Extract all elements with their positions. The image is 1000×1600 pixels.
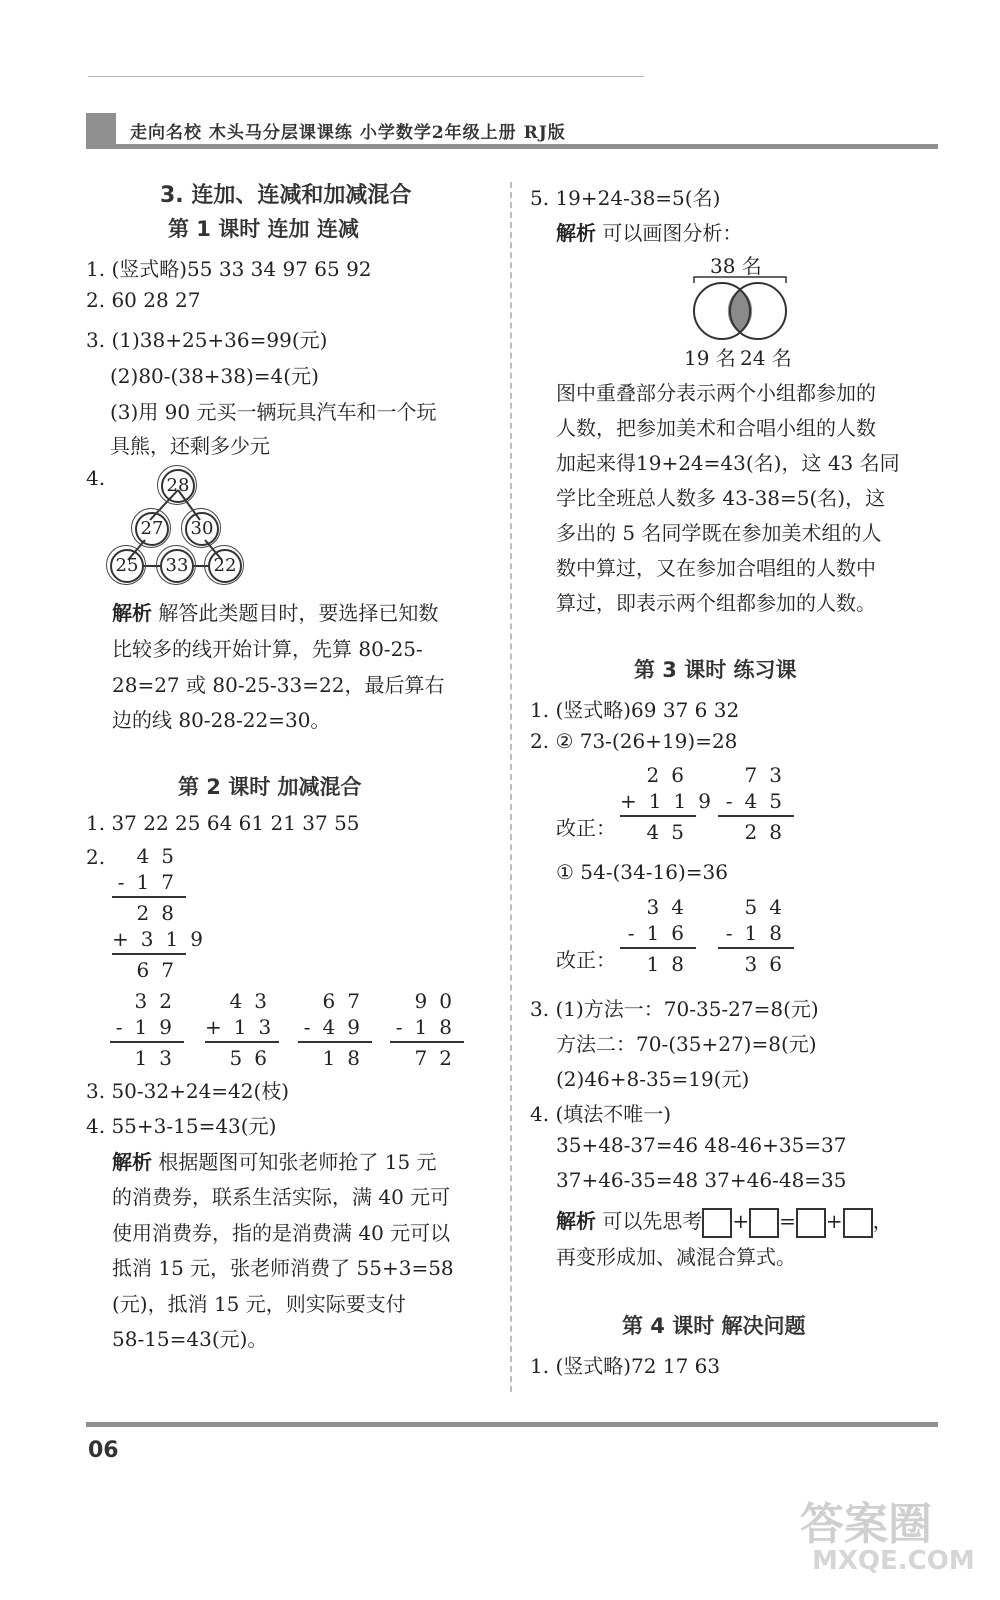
calc-row: 90 <box>414 989 464 1013</box>
venn-diagram <box>680 275 800 345</box>
tree-node-bottom-right: 22 <box>208 549 242 583</box>
calc-row: 13 <box>134 1046 184 1070</box>
r-p3: 加起来得19+24=43(名)，这 43 名同 <box>556 451 900 475</box>
header-rule <box>86 144 938 149</box>
calc-bar <box>620 815 696 817</box>
calc-row: -18 <box>395 1015 464 1039</box>
vertical-calc-c <box>298 988 372 1071</box>
l2-jiexi-line3: 使用消费券，指的是消费满 40 元可以 <box>112 1221 451 1245</box>
calc-bar <box>390 1041 464 1043</box>
lesson2-title: 第 2 课时 加减混合 <box>178 775 362 799</box>
l3-jiexi-line1: 解析 可以先思考 + = + ， <box>556 1205 893 1238</box>
calc-row: 26 <box>646 763 696 787</box>
l2-jiexi-line4: 抵消 15 元，张老师消费了 55+3=58 <box>112 1256 454 1280</box>
calc-row: 34 <box>646 895 696 919</box>
calc-row: 54 <box>744 895 794 919</box>
calc-row: 45 <box>646 820 696 844</box>
calc-row: 67 <box>136 958 186 982</box>
l1-jiexi-line1 <box>112 597 438 626</box>
l3-q3b: 方法二：70-(35+27)=8(元) <box>556 1032 817 1056</box>
header-title: 走向名校 木头马分层课课练 小学数学2年级上册 RJ版 <box>130 123 566 143</box>
footer-rule <box>86 1422 938 1427</box>
lesson1-title: 第 1 课时 连加 连减 <box>168 217 359 241</box>
venn-top-label: 38 名 <box>710 254 762 278</box>
l3-q3c: (2)46+8-35=19(元) <box>556 1067 750 1091</box>
calc-row: 28 <box>136 901 186 925</box>
tree-node-top: 28 <box>161 469 195 503</box>
calc-row: 73 <box>744 763 794 787</box>
calc-row: 18 <box>646 952 696 976</box>
jiexi-label: 解析 <box>112 1150 152 1174</box>
l1-jiexi-line4: 边的线 80-28-22=30。 <box>112 708 331 732</box>
calc-row: +13 <box>205 1015 284 1039</box>
calc-row: -17 <box>117 870 186 894</box>
calc-bar <box>205 1041 279 1043</box>
vertical-calc-h <box>718 894 794 977</box>
calc-row: 67 <box>322 989 372 1013</box>
r-p4: 学比全班总人数多 43-38=5(名)，这 <box>556 486 886 510</box>
calc-row: -45 <box>725 789 794 813</box>
l1-jiexi-text1: 解答此类题目时，要选择已知数 <box>158 601 439 625</box>
calc-row: 45 <box>136 844 186 868</box>
r-p6: 数中算过，又在参加合唱组的人数中 <box>556 556 876 580</box>
jiexi-label: 解析 <box>556 1209 596 1233</box>
calc-row: -18 <box>725 921 794 945</box>
calc-bar <box>718 815 794 817</box>
l2-jiexi-line6: 58-15=43(元)。 <box>112 1327 268 1351</box>
jiexi-label: 解析 <box>556 221 596 245</box>
l4-q1: 1. (竖式略)72 17 63 <box>530 1354 721 1378</box>
l1-q1: 1. (竖式略)55 33 34 97 65 92 <box>86 257 372 281</box>
gaizheng-label-1: 改正： <box>556 816 616 840</box>
tree-node-mid-left: 27 <box>135 512 169 546</box>
l2-q2: 2. <box>86 845 106 869</box>
lesson4-title: 第 4 课时 解决问题 <box>622 1314 806 1338</box>
venn-right-label: 24 名 <box>740 346 792 370</box>
calc-row: 36 <box>744 952 794 976</box>
l3-jiexi-line2: 再变形成加、减混合算式。 <box>556 1245 796 1269</box>
r-p2: 人数，把参加美术和合唱小组的人数 <box>556 416 876 440</box>
l1-q3a: 3. (1)38+25+36=99(元) <box>86 328 328 352</box>
l1-q4: 4. <box>86 466 106 490</box>
calc-row: -49 <box>303 1015 372 1039</box>
top-thin-rule <box>88 76 644 77</box>
tree-node-bottom-left: 25 <box>110 549 144 583</box>
l2-jiexi-line1 <box>112 1146 437 1175</box>
calc-row: 32 <box>134 989 184 1013</box>
l1-q3b: (2)80-(38+38)=4(元) <box>110 364 319 388</box>
header-gray-block <box>86 113 116 145</box>
l1-q3d: 具熊，还剩多少元 <box>110 434 270 458</box>
l3-q1: 1. (竖式略)69 37 6 32 <box>530 698 740 722</box>
calc-row: 18 <box>322 1046 372 1070</box>
calc-row: +119 <box>620 789 723 813</box>
vertical-calc-g <box>620 894 696 977</box>
vertical-calc-main <box>112 843 215 983</box>
calc-bar <box>718 947 794 949</box>
calc-bar <box>112 953 186 955</box>
l1-q3c: (3)用 90 元买一辆玩具汽车和一个玩 <box>110 400 437 424</box>
q5-jiexi-intro: 可以画图分析： <box>602 221 743 245</box>
watermark-logo: 答案圈 <box>800 1499 932 1550</box>
l2-jiexi-line2: 的消费券，联系生活实际，满 40 元可 <box>112 1185 451 1209</box>
l2-q1: 1. 37 22 25 64 61 21 37 55 <box>86 811 360 835</box>
vertical-calc-f <box>718 762 794 845</box>
blank-box <box>702 1208 732 1238</box>
l3-jiexi-text1: 可以先思考 <box>602 1209 703 1233</box>
r-p7: 算过，即表示两个组都参加的人数。 <box>556 591 876 615</box>
calc-row: 28 <box>744 820 794 844</box>
r-p5: 多出的 5 名同学既在参加美术组的人 <box>556 521 882 545</box>
blank-box <box>843 1208 873 1238</box>
calc-row: 43 <box>229 989 279 1013</box>
tree-node-mid-right: 30 <box>185 512 219 546</box>
vertical-calc-d <box>390 988 464 1071</box>
blank-box <box>796 1208 826 1238</box>
vertical-calc-b <box>205 988 284 1071</box>
calc-bar <box>112 896 186 898</box>
calc-row: 72 <box>414 1046 464 1070</box>
l3-q4a: 35+48-37=46 48-46+35=37 <box>556 1133 847 1157</box>
l2-q3: 3. 50-32+24=42(枝) <box>86 1079 290 1103</box>
calc-row: 56 <box>229 1046 279 1070</box>
watermark-url: MXQE.COM <box>812 1546 975 1576</box>
calc-row: -19 <box>115 1015 184 1039</box>
l2-jiexi-line5: (元)，抵消 15 元，则实际要支付 <box>112 1292 406 1316</box>
calc-row: -16 <box>627 921 696 945</box>
l1-q2: 2. 60 28 27 <box>86 288 201 312</box>
vertical-calc-e <box>620 762 723 845</box>
vertical-calc-a <box>110 988 184 1071</box>
l1-jiexi-line2: 比较多的线开始计算，先算 80-25- <box>112 637 423 661</box>
l3-q3a: 3. (1)方法一：70-35-27=8(元) <box>530 997 819 1021</box>
l1-jiexi-line3: 28=27 或 80-25-33=22，最后算右 <box>112 673 445 697</box>
jiexi-label: 解析 <box>112 601 152 625</box>
venn-left-label: 19 名 <box>684 346 736 370</box>
column-divider <box>510 182 512 1392</box>
l3-q4b: 37+46-35=48 37+46-48=35 <box>556 1168 847 1192</box>
calc-bar <box>298 1041 372 1043</box>
r-q5: 5. 19+24-38=5(名) <box>530 186 721 210</box>
calc-row: +319 <box>112 927 215 951</box>
calc-bar <box>620 947 696 949</box>
tree-node-bottom-mid: 33 <box>160 549 194 583</box>
blank-box <box>749 1208 779 1238</box>
l2-jiexi-text1: 根据题图可知张老师抢了 15 元 <box>158 1150 437 1174</box>
r-q5-jiexi <box>556 217 742 246</box>
l3-q2a: 2. ② 73-(26+19)=28 <box>530 729 738 753</box>
l2-q4: 4. 55+3-15=43(元) <box>86 1114 277 1138</box>
section-title: 3. 连加、连减和加减混合 <box>160 183 412 208</box>
calc-bar <box>110 1041 184 1043</box>
page-number: 06 <box>88 1438 119 1463</box>
l3-q4: 4. (填法不唯一) <box>530 1102 672 1126</box>
r-p1: 图中重叠部分表示两个小组都参加的 <box>556 381 876 405</box>
l3-q2b: ① 54-(34-16)=36 <box>556 860 728 884</box>
gaizheng-label-2: 改正： <box>556 948 616 972</box>
lesson3-title: 第 3 课时 练习课 <box>634 658 797 682</box>
